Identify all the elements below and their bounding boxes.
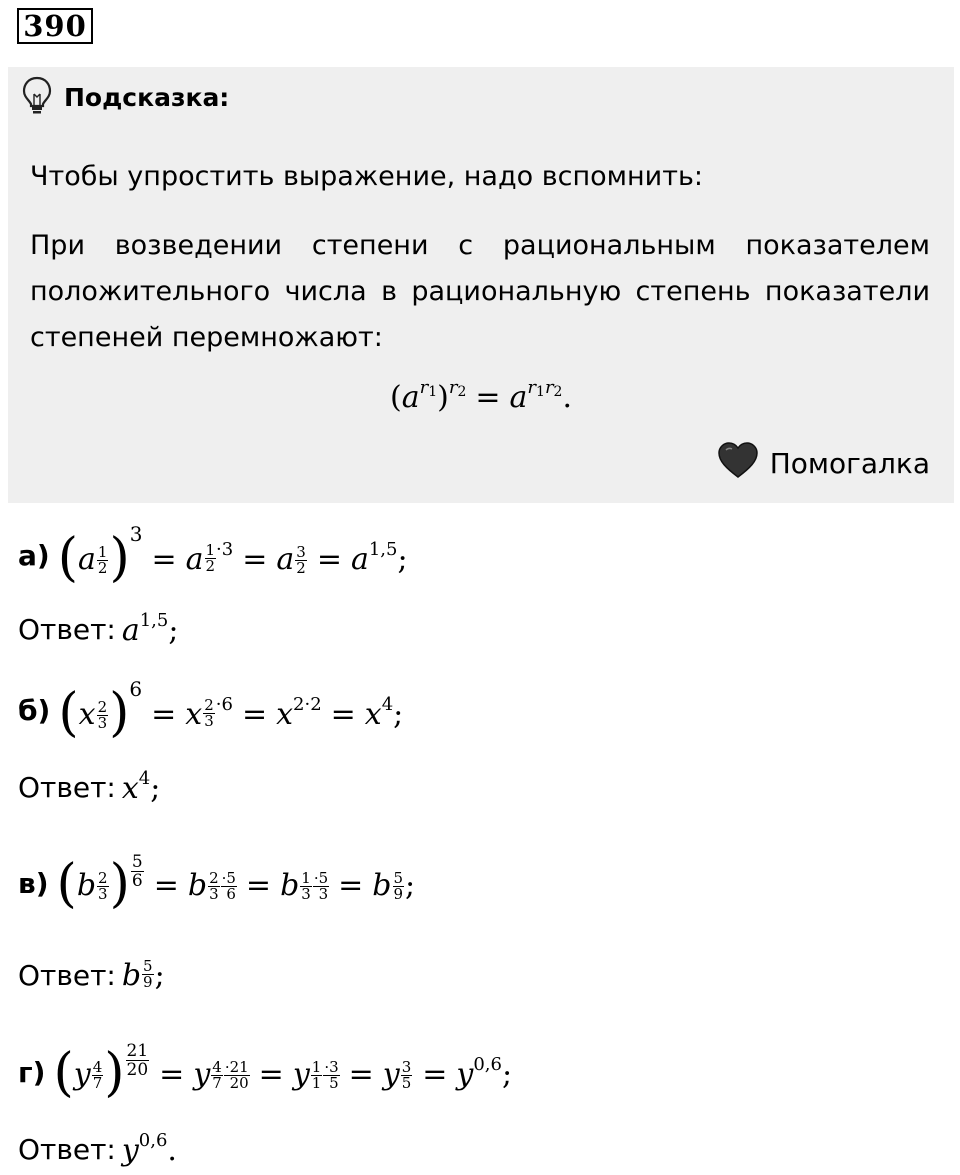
solution-label: г) [18, 1056, 46, 1089]
lightbulb-icon [20, 75, 54, 119]
hint-text-intro: Чтобы упростить выражение, надо вспомнить: [30, 161, 703, 192]
answer-value: b $\frac{5}{9}$ ; [121, 956, 165, 993]
hint-header [20, 77, 229, 117]
answer-label: Ответ: [18, 1132, 116, 1166]
hint-panel [8, 67, 954, 503]
answer-d [18, 1126, 177, 1172]
brand-name: Помогалка [769, 446, 930, 480]
answer-c [18, 945, 165, 1005]
solution-expression: (b $\frac{2}{3}$ ) $\frac{5}{6}$ = b $\frac{2}{3}$ $\frac{\cdot 5}{6}$ = b $\frac{1}{3}$ $\frac{\cdot 5}{3}$ = b $\frac{5}{9}$ ; [56, 851, 416, 914]
brand [716, 443, 930, 483]
solution-a [18, 520, 408, 590]
answer-label: Ответ: [18, 770, 116, 804]
answer-value: $y^{0,6}$. [121, 1130, 177, 1168]
solution-label: в) [18, 866, 49, 900]
hint-title: Подсказка: [64, 82, 230, 112]
answer-value: $x^4$; [121, 768, 161, 806]
hint-formula: $(a^{r_1})^{r_2} = a^{r_1r_2}$. [389, 377, 573, 415]
solution-label: а) [18, 538, 50, 572]
answer-a [18, 606, 178, 652]
solution-label: б) [18, 693, 51, 727]
answer-b [18, 764, 160, 810]
problem-number: 390 [17, 8, 93, 44]
solution-c [18, 838, 415, 928]
answer-label: Ответ: [18, 612, 116, 646]
answer-label: Ответ: [18, 958, 116, 992]
solution-expression: (y $\frac{4}{7}$ ) $\frac{21}{20}$ = y $\frac{4}{7}$ $\frac{\cdot 21}{20}$ = y $\frac{1}{1}$ $\frac{\cdot 3}{5}$ = y $\frac{3}{5}$ = $y^{0,6}$; [53, 1041, 513, 1103]
solution-b [18, 675, 403, 745]
heart-icon [716, 440, 770, 487]
solution-expression: (x $\frac{2}{3}$ )$^6$= x $\frac{2}{3}$ $^{\cdot 6} = x^{2\cdot 2} = x^4$; [58, 677, 404, 743]
answer-value: $a^{1,5}$; [121, 610, 179, 648]
solution-d [18, 1025, 512, 1120]
hint-text-rule: При возведении степени с рациональным показателем положительного числа в рациональную степень показатели степеней перемножают: [30, 230, 930, 353]
solution-expression: (a $\frac{1}{2}$ )$^3$= a $\frac{1}{2}$ $^{\cdot 3}$ = a $\frac{3}{2}$ = $a^{1,5}$; [57, 522, 408, 588]
